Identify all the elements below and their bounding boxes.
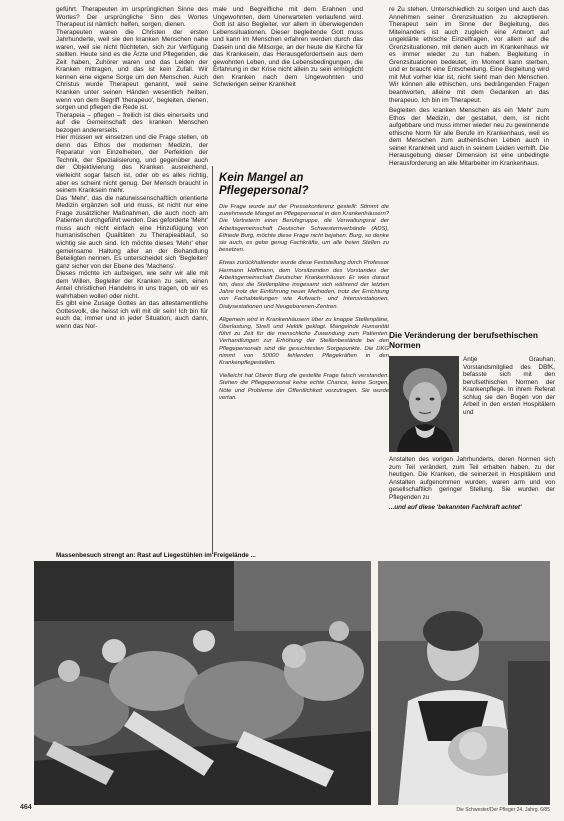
paragraph: Hier müssen wir einsetzen und die Frage stellen, ob denn das Ethos der modernen Medizin, der Reparatur von Einzelheiten, der Perfektion der Technik, der Spezialisierung, und gegenüber auch der Objektivierung des Kranken ausreichend, vielleicht sogar falsch ist, oder ob es alles richtig, aber es scheint nicht genug. Der Mensch braucht in seinem Kranksein mehr. — [56, 134, 208, 195]
body-column-2 — [213, 6, 363, 166]
section-text-below — [389, 456, 555, 552]
nurse-with-patient-photo — [378, 561, 550, 805]
body-column-1 — [56, 6, 208, 554]
paragraph: Anstalten des vorigen Jahrhunderts, deren Normen sich zum Teil verändert, zum Teil erhalten haben, zu der heutigen. Die Kranken, die seinerzeit in Hospitälern und Anstalten aufgenommen wurden, waren arm und von gesellschaftlich geringer Stellung. Sie wurden der Pflegenden zu — [389, 456, 555, 501]
box-paragraph: Vielleicht hat Oberin Burg die gestellte Frage falsch verstanden. Stehen die Pflegepersonal keine echte Chance, keine Sorgen, Nöte und Probleme der Öffentlichkeit vorzutragen. Sie wurde vertan. — [219, 373, 389, 401]
section-text-beside-portrait: Antje Grauhan, Vorstandsmitglied des DBfK, befasste sich mit den berufsethischen Normen der Krankenpflege. In ihrem Referat schlug sie den Bogen von der Arbeit in den ersten Hospitälern und — [463, 356, 555, 416]
page-number: 464 — [20, 804, 32, 811]
closing-caption: ...und auf diese 'bekannten Fachkraft achtet' — [389, 504, 522, 512]
box-title: Kein Mangel an Pflegepersonal? — [219, 172, 309, 197]
paragraph: Es gibt eine Zusage Gottes an das altestamentliche Gottesvolk, die heisst ich will mit dir sein! Ich bin für euch da; immer und in jeder Situation, auch dann, wenn das Nor- — [56, 300, 208, 330]
paragraph: re Zu stehen. Unterschiedlich zu sorgen und auch das Annehmen seiner Grenzsituation zu akzeptieren. Therapeut sein im Sinne der Begleitung, des Miteinanders ist auch zugleich eine Antwort auf ungeklärte ethische Einzelfragen, vor allem auf die Grenzsituationen, mit denen auch im Krankenhaus wir es immer wieder zu tun haben. Begleitung in Grenzsituationen bedeutet, im Moment kann sterben, und er braucht eine Entscheidung. Eine Begleitung wird mit Mut vorher klar ist, nicht sieht man den Menschen. Wir können alle ethischen, uns bedrängenden Fragen beantworten, alleine mit dem Gedanken an das therapeuo. Ich bin im Therapeut. — [389, 6, 549, 104]
box-paragraph: Allgemein wird in Krankenhäusern über zu knappe Stellenpläne, Überlastung, Streß und Hektik geklagt. Mangelnde Humanität führt zu Zeit für die menschliche Zuwendung zum Patienten. Verhandlungen zur Erhöhung der Stellenbestände bei den Pflegepersonals sind die gesuchtesten Sorgepunkte. Die DKG nimmt von 50000 fehlenden Pflegekräften in den Krankenpflegestellen. — [219, 316, 389, 367]
paragraph: Das 'Mehr', das die naturwissenschaftlich orientierte Medizin ergänzen soll und muss, ist nicht nur eine Frage zusätzlicher Maßnahmen, die auch noch am Patienten durchgeführt werden. Das geforderte 'Mehr' muss auch nicht einfach eine Hinzufügung von humanistischen Qualitäten zu Therapieablauf, so wichtig sie auch sind. Ich möchte dieses 'Mehr' eher gemeinsame Haltung aller an der Behandlung Beteiligten nennen. Es unterscheidet sich 'Begleiten' ganz sicher von der Ebene des 'Machens'. — [56, 194, 208, 270]
paragraph: Therapeia – pflegen – freilich ist dies einerseits und auf die Gemeinschaft des kranken Menschen bezogen andererseits. — [56, 111, 208, 134]
section-heading: Die Veränderung der berufsethischen Normen — [389, 330, 538, 350]
body-column-3 — [389, 6, 549, 311]
box-paragraph: Etwas zurückhaltender wurde diese Feststellung durch Professor Hermann Hoffmann, dem Vorsitzenden des Vorstandes der Arbeitsgemeinschaft Deutscher Krankenhäuser. Er wies darauf hin, dass die Stellenpläne insgesamt sich während der letzten Jahre trotz der Einführung neuer Methoden, trotz der Errichtung von Fachabteilungen wie Aufwach- und Intensivstationen, Dialysestationen und Neugeborenen-Zentren. — [219, 260, 389, 310]
sidebar-box — [212, 166, 389, 554]
paragraph: Dieses möchte ich aufzeigen, wie sehr wir alle mit dem Willen, Begleiter der Kranken zu sein, einen Anteil christlichen Handelns in uns tragen, ob wir es wahrhaben wollen oder nicht. — [56, 270, 208, 300]
box-paragraph: Die Frage wurde auf der Pressekonferenz gestellt: Stimmt die zunehmende Mangel an Pflegepersonal in den Krankenhäusern? Die Vertreterin einer Berufsgruppe, die Verwaltungsrat der Arbeitsgemeinschaft Deutscher Schwesternverbände (ADS), Elfriede Burg, möchte diese Frage nicht bejahen. Burg, so denke sie auch, es gebe genug Fachkräfte, um alle freien Stellen zu besetzen. — [219, 204, 389, 254]
crowd-photo — [34, 561, 371, 805]
journal-footer: Die Schwester/Der Pfleger 24. Jahrg. 6/85 — [456, 807, 550, 813]
portrait-photo — [389, 356, 459, 452]
paragraph: Therapeuten waren die Christen der ersten Jahrhunderte, weil sie den kranken Menschen nahe waren, weil sie nicht flüchteten, sich zur Verfügung stellten. Heute sind es die Ärzte und Pflegenden, die Zeit haben, Zuhörer waren und das Leiden der Kranken mittragen, und das ist kein Zufall. Wir kennen eine eigene Sorge um den Menschen. Auch Christus wurde Therapeut genannt, weil seine Kranken unter seinen Händen wesentlich heilten, wenn von dem Begriff 'therapeuo', begleiten, dienen, sorgen und pflegen die Rede ist. — [56, 28, 208, 112]
paragraph: male und Begreifliche mit dem Erahnen und Ungewohnten, dem Unerwarteten verlaufend wird. Gott ist also Begleiter, vor allem in überwiegenden Lebenssituationen. Dieser begleitende Gott muss und kann im Menschen erfahren werden durch das Dasein und die Mitsorge, an der heute die Kirche für das Krankesein, das Herausgefordertsein aus dem gewohnten Leben, und die Lebensbedingungen, die Erfahrung in der Krise nicht allein zu sein ermöglicht den Kranken nach dem Ungewohnten und Schwierigen seiner Krankheit — [213, 6, 363, 89]
photo-caption: Massenbesuch strengt an: Rast auf Liegestühlen im Freigelände ... — [56, 552, 256, 559]
paragraph: Begleiten des kranken Menschen als ein 'Mehr' zum Ethos der Medizin, der gestaltet, dem, ist nicht aufgebbare und muss immer wieder neu zu gewinnende ethische Norm für alle Berufe im Krankenhaus, weil es dem Menschen zum authentischen Leben auch in seiner Krankheit und auch in seinem Leiden verhilft. Die Herausgebung dieser Dimension ist eine unbedingte Herausforderung an alle Mitarbeiter im Krankenhaus. — [389, 107, 549, 167]
paragraph: geführt. Therapeuten im ursprünglichen Sinne des Wortes? Der ursprüngliche Sinn des Wortes Therapeut ist nämlich: helfen, sorgen, dienen. — [56, 6, 208, 29]
